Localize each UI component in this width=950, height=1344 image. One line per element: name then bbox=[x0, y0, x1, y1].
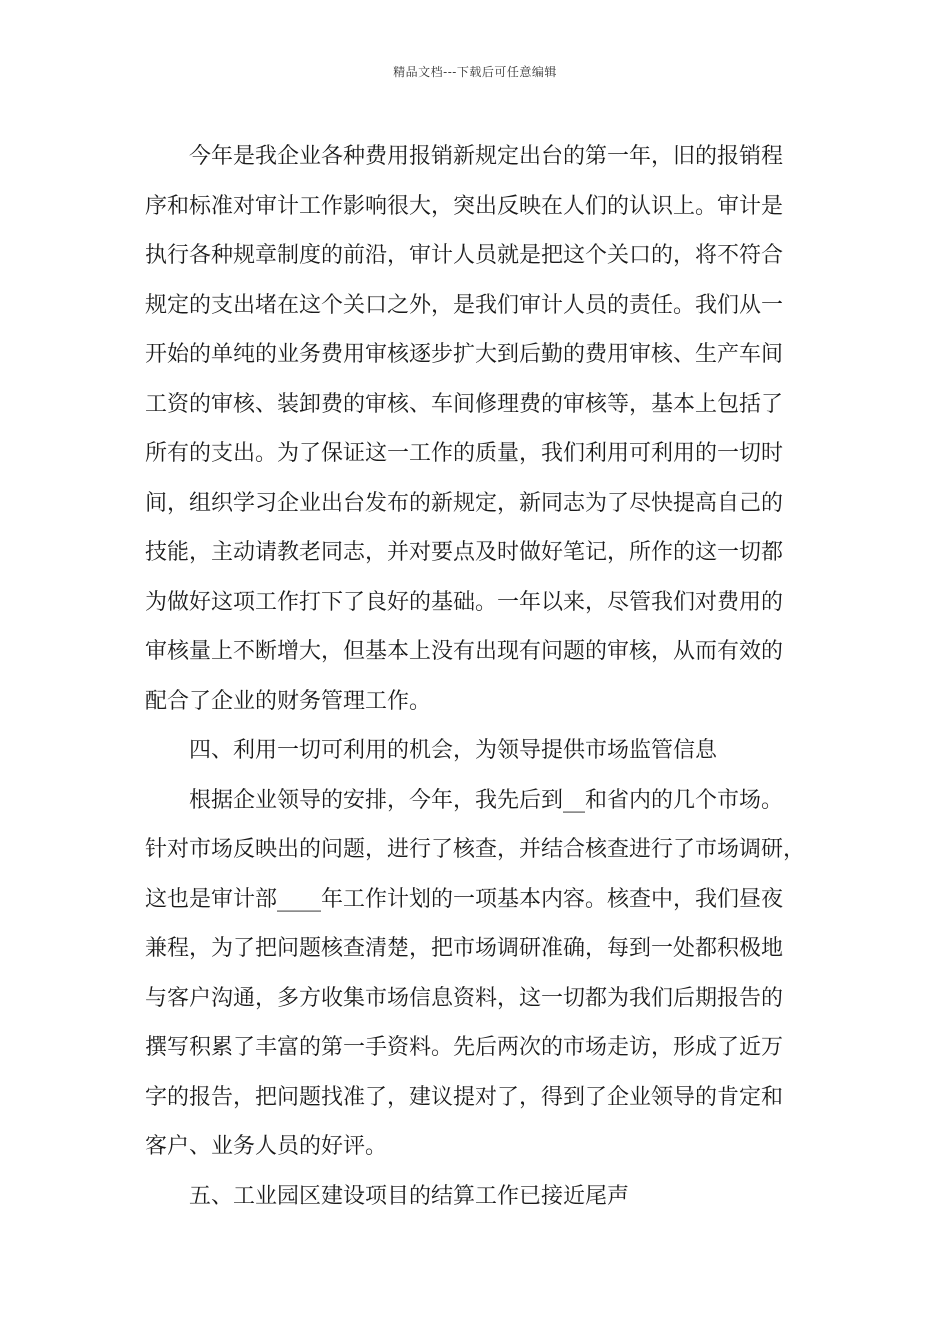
body-line: 字的报告，把问题找准了，建议提对了，得到了企业领导的肯定和 bbox=[145, 1084, 784, 1110]
document-body bbox=[145, 132, 810, 1221]
body-line: 执行各种规章制度的前沿，审计人员就是把这个关口的，将不符合 bbox=[145, 243, 784, 268]
body-line: 今年是我企业各种费用报销新规定出台的第一年，旧的报销程 bbox=[189, 144, 784, 169]
body-line: 四、利用一切可利用的机会，为领导提供市场监管信息 bbox=[189, 738, 718, 763]
body-line: 序和标准对审计工作影响很大，突出反映在人们的认识上。审计是 bbox=[145, 193, 784, 219]
body-line: 开始的单纯的业务费用审核逐步扩大到后勤的费用审核、生产车间 bbox=[145, 342, 784, 367]
body-line: 工资的审核、装卸费的审核、车间修理费的审核等，基本上包括了 bbox=[145, 391, 784, 417]
body-line: 间，组织学习企业出台发布的新规定，新同志为了尽快提高自己的 bbox=[145, 490, 784, 516]
body-line: 所有的支出。为了保证这一工作的质量，我们利用可利用的一切时 bbox=[145, 441, 784, 466]
body-line: 为做好这项工作打下了良好的基础。一年以来，尽管我们对费用的 bbox=[145, 589, 784, 615]
body-line: 兼程，为了把问题核查清楚，把市场调研准确，每到一处都积极地 bbox=[145, 936, 784, 961]
body-line: 客户、业务人员的好评。 bbox=[145, 1134, 388, 1159]
page-header: 精品文档---下载后可任意编辑 bbox=[393, 65, 557, 79]
body-line: 配合了企业的财务管理工作。 bbox=[145, 688, 432, 714]
body-line: 规定的支出堵在这个关口之外，是我们审计人员的责任。我们从一 bbox=[145, 292, 784, 318]
body-line: 技能，主动请教老同志，并对要点及时做好笔记，所作的这一切都 bbox=[145, 540, 784, 565]
body-line: 审核量上不断增大，但基本上没有出现有问题的审核，从而有效的 bbox=[145, 639, 784, 664]
body-line: 这也是审计部____年工作计划的一项基本内容。核查中，我们昼夜 bbox=[145, 886, 784, 912]
body-line: 与客户沟通，多方收集市场信息资料，这一切都为我们后期报告的 bbox=[145, 985, 784, 1011]
body-line: 五、工业园区建设项目的结算工作已接近尾声 bbox=[189, 1183, 630, 1209]
body-line: 根据企业领导的安排，今年，我先后到__和省内的几个市场。 bbox=[189, 787, 784, 813]
body-line: 针对市场反映出的问题，进行了核查，并结合核查进行了市场调研， bbox=[145, 837, 806, 862]
body-line: 撰写积累了丰富的第一手资料。先后两次的市场走访，形成了近万 bbox=[145, 1035, 784, 1060]
